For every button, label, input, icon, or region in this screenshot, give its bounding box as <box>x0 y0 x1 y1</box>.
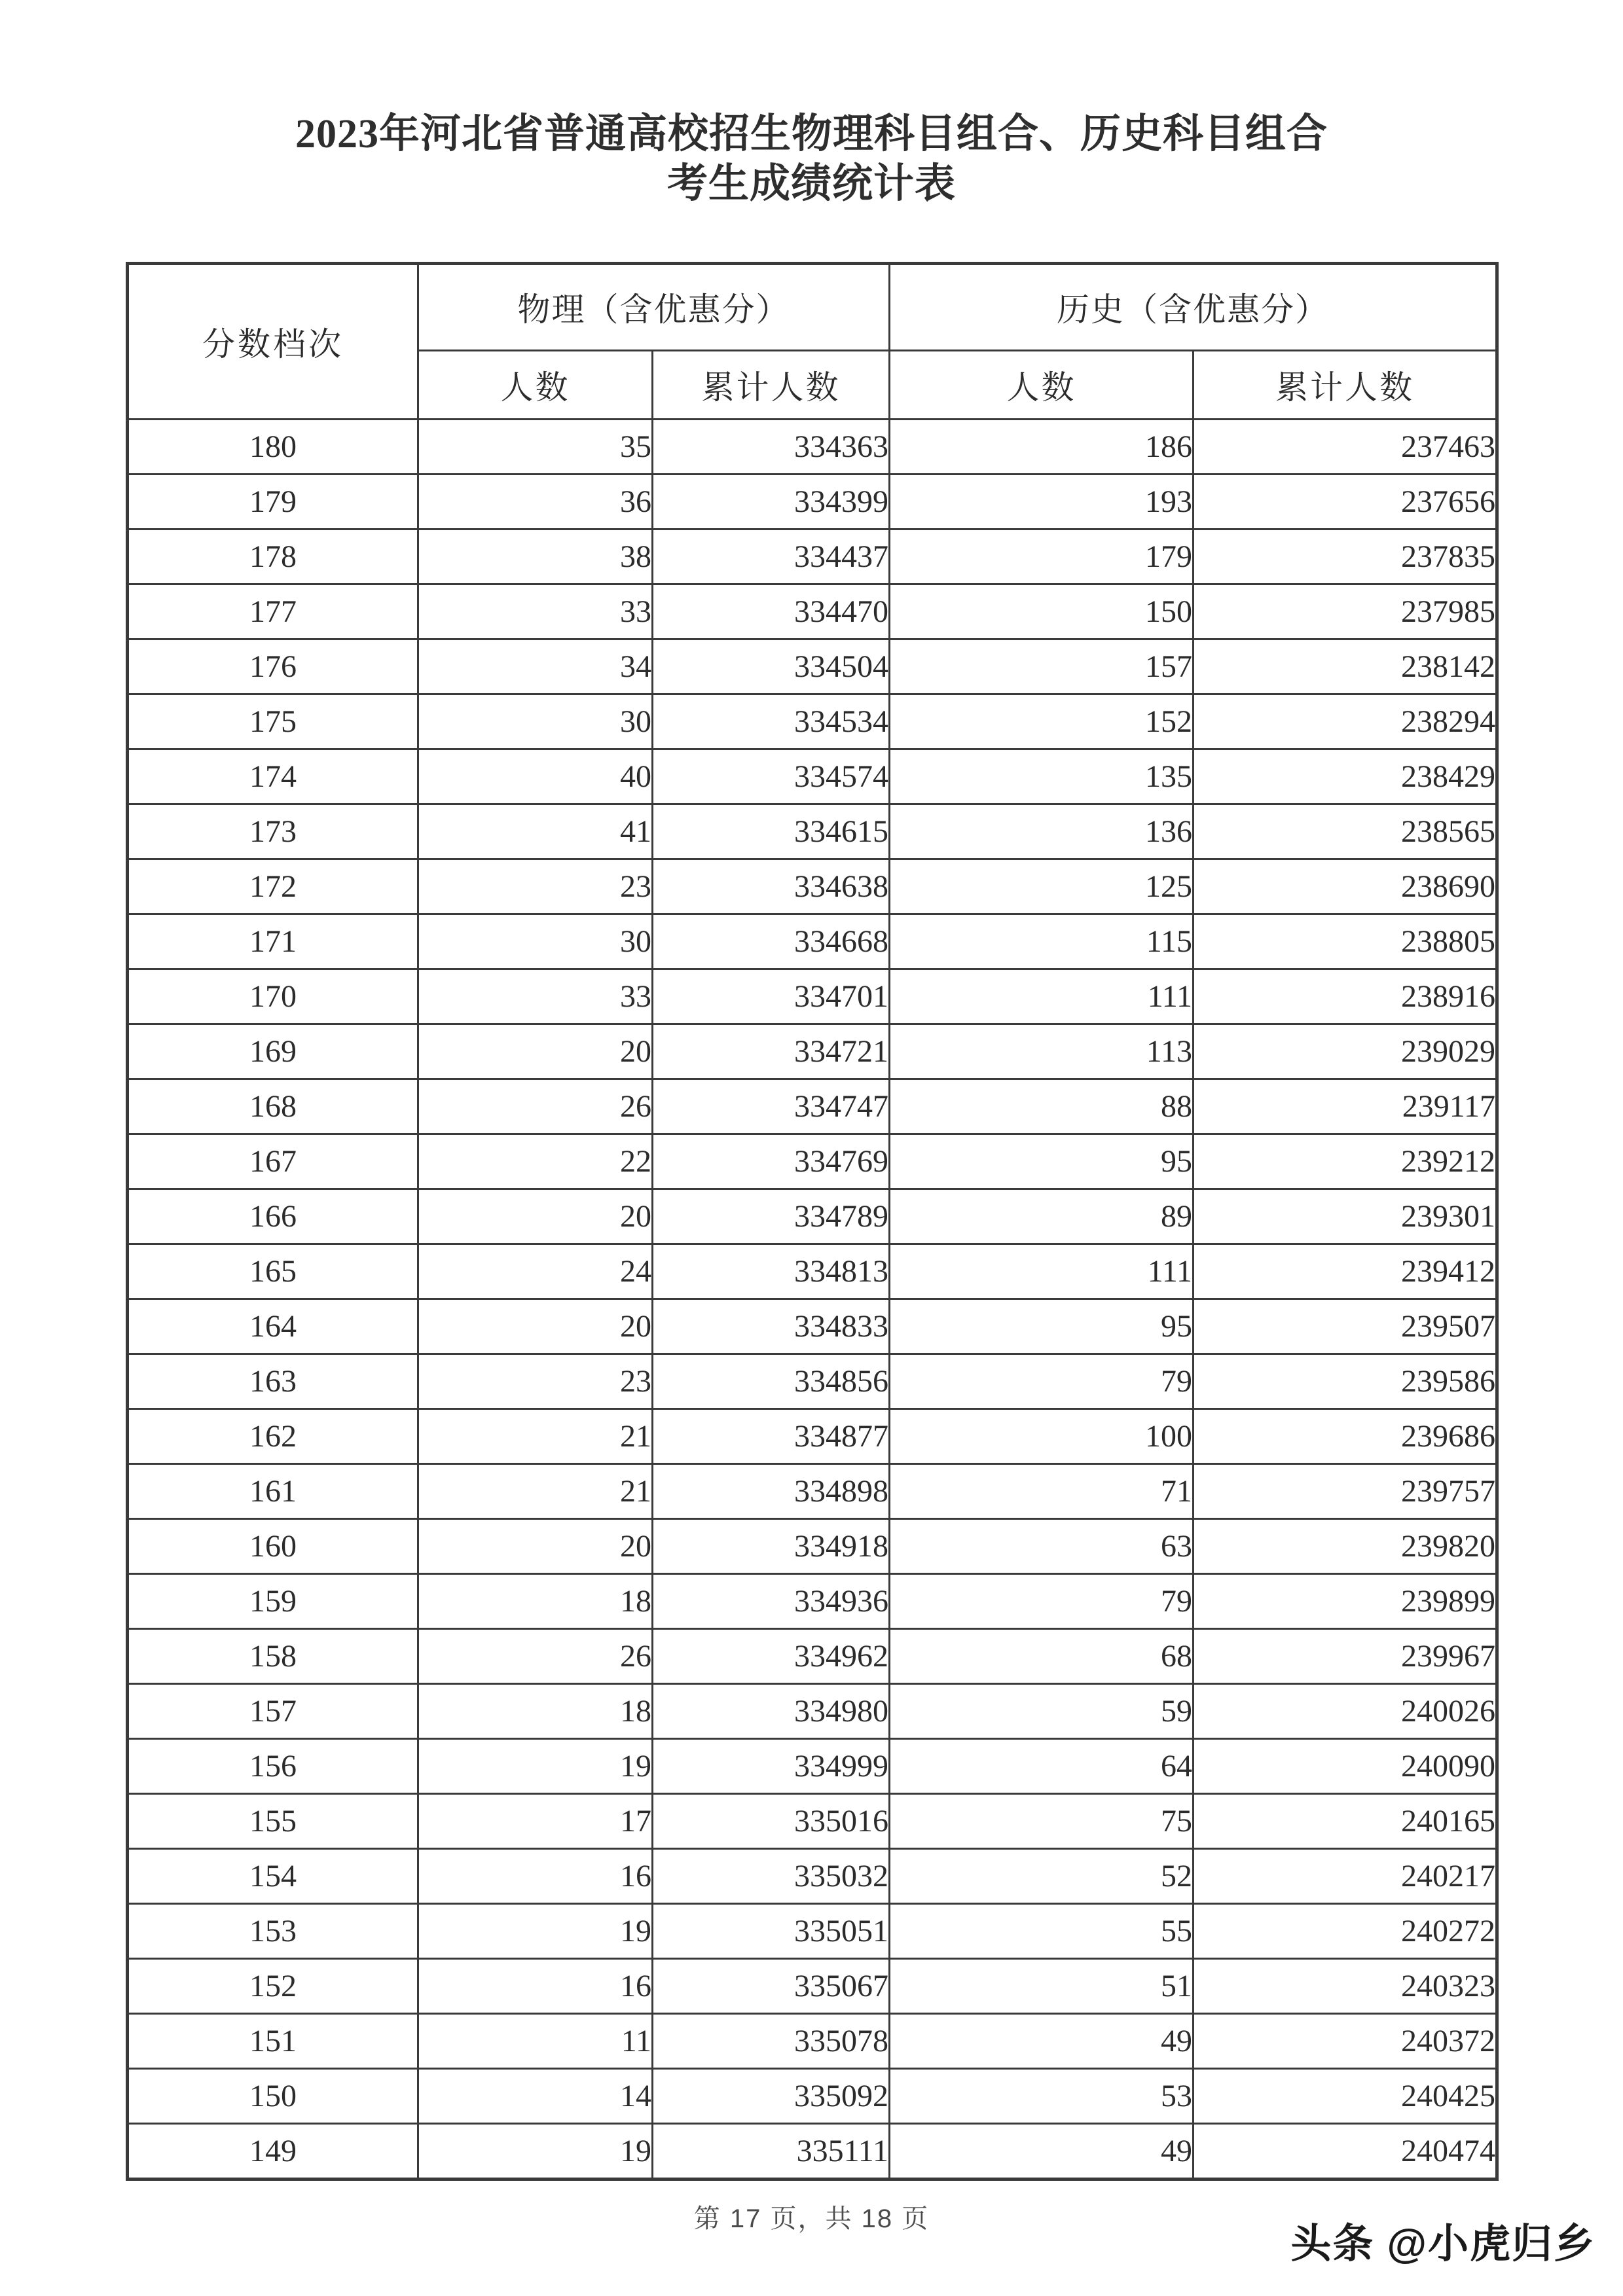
cell-physics-count: 33 <box>418 584 653 639</box>
cell-physics-count: 36 <box>418 475 653 529</box>
table-row <box>128 914 1497 969</box>
cell-history-cumulative: 240474 <box>1194 2124 1497 2179</box>
page-title-line-2: 考生成绩统计表 <box>666 161 956 206</box>
cell-physics-cumulative: 335016 <box>653 1794 890 1849</box>
cell-history-cumulative: 240323 <box>1194 1959 1497 2014</box>
cell-history-count: 152 <box>890 694 1194 749</box>
cell-history-cumulative: 238294 <box>1194 694 1497 749</box>
table-row <box>128 1684 1497 1739</box>
column-header-history-group: 历史（含优惠分） <box>890 264 1497 351</box>
cell-physics-cumulative: 334936 <box>653 1574 890 1629</box>
cell-physics-cumulative: 334999 <box>653 1739 890 1794</box>
cell-physics-count: 21 <box>418 1464 653 1519</box>
cell-history-count: 193 <box>890 475 1194 529</box>
cell-physics-count: 41 <box>418 804 653 859</box>
table-row <box>128 1134 1497 1189</box>
cell-score-band: 180 <box>128 420 418 475</box>
cell-physics-count: 16 <box>418 1849 653 1904</box>
cell-physics-count: 20 <box>418 1519 653 1574</box>
cell-score-band: 155 <box>128 1794 418 1849</box>
page-title-line-1: 2023年河北省普通高校招生物理科目组合、历史科目组合 <box>295 112 1328 156</box>
cell-history-cumulative: 240165 <box>1194 1794 1497 1849</box>
cell-physics-cumulative: 334856 <box>653 1354 890 1409</box>
column-header-physics-count: 人数 <box>418 350 653 419</box>
cell-physics-cumulative: 334833 <box>653 1299 890 1354</box>
cell-history-count: 111 <box>890 1244 1194 1299</box>
cell-history-count: 79 <box>890 1354 1194 1409</box>
table-row <box>128 1849 1497 1904</box>
cell-physics-cumulative: 335078 <box>653 2014 890 2069</box>
table-row <box>128 529 1497 584</box>
cell-score-band: 174 <box>128 749 418 804</box>
cell-history-cumulative: 239412 <box>1194 1244 1497 1299</box>
cell-physics-count: 11 <box>418 2014 653 2069</box>
cell-physics-count: 17 <box>418 1794 653 1849</box>
cell-history-count: 63 <box>890 1519 1194 1574</box>
cell-history-cumulative: 240372 <box>1194 2014 1497 2069</box>
cell-score-band: 171 <box>128 914 418 969</box>
table-row <box>128 1299 1497 1354</box>
cell-score-band: 149 <box>128 2124 418 2179</box>
cell-history-count: 52 <box>890 1849 1194 1904</box>
table-row <box>128 1904 1497 1959</box>
cell-history-cumulative: 239029 <box>1194 1024 1497 1079</box>
cell-score-band: 161 <box>128 1464 418 1519</box>
cell-physics-cumulative: 334721 <box>653 1024 890 1079</box>
cell-history-count: 111 <box>890 969 1194 1024</box>
column-header-history-cumulative: 累计人数 <box>1194 350 1497 419</box>
column-header-physics-cumulative: 累计人数 <box>653 350 890 419</box>
cell-physics-count: 19 <box>418 2124 653 2179</box>
cell-history-cumulative: 238916 <box>1194 969 1497 1024</box>
cell-history-count: 68 <box>890 1629 1194 1684</box>
cell-score-band: 151 <box>128 2014 418 2069</box>
cell-physics-count: 22 <box>418 1134 653 1189</box>
cell-score-band: 164 <box>128 1299 418 1354</box>
cell-score-band: 153 <box>128 1904 418 1959</box>
cell-history-count: 79 <box>890 1574 1194 1629</box>
cell-history-cumulative: 240090 <box>1194 1739 1497 1794</box>
table-row <box>128 969 1497 1024</box>
table-row <box>128 859 1497 914</box>
cell-score-band: 150 <box>128 2069 418 2124</box>
table-row <box>128 1354 1497 1409</box>
cell-history-count: 115 <box>890 914 1194 969</box>
table-header-row-groups <box>128 264 1497 351</box>
cell-score-band: 158 <box>128 1629 418 1684</box>
table-row <box>128 1574 1497 1629</box>
cell-history-cumulative: 240425 <box>1194 2069 1497 2124</box>
cell-physics-cumulative: 334615 <box>653 804 890 859</box>
cell-score-band: 167 <box>128 1134 418 1189</box>
cell-physics-cumulative: 334638 <box>653 859 890 914</box>
table-row <box>128 1794 1497 1849</box>
table-row <box>128 749 1497 804</box>
cell-history-count: 55 <box>890 1904 1194 1959</box>
cell-physics-count: 26 <box>418 1629 653 1684</box>
cell-score-band: 154 <box>128 1849 418 1904</box>
cell-score-band: 159 <box>128 1574 418 1629</box>
table-row <box>128 1189 1497 1244</box>
cell-physics-count: 20 <box>418 1189 653 1244</box>
cell-physics-cumulative: 334877 <box>653 1409 890 1464</box>
table-row <box>128 2124 1497 2179</box>
cell-physics-cumulative: 334813 <box>653 1244 890 1299</box>
cell-physics-count: 30 <box>418 694 653 749</box>
cell-physics-cumulative: 334701 <box>653 969 890 1024</box>
cell-history-count: 95 <box>890 1299 1194 1354</box>
cell-physics-cumulative: 334437 <box>653 529 890 584</box>
cell-history-cumulative: 240026 <box>1194 1684 1497 1739</box>
cell-physics-cumulative: 334789 <box>653 1189 890 1244</box>
cell-physics-cumulative: 335051 <box>653 1904 890 1959</box>
column-header-physics-group: 物理（含优惠分） <box>418 264 890 351</box>
cell-history-cumulative: 238690 <box>1194 859 1497 914</box>
cell-history-count: 49 <box>890 2014 1194 2069</box>
cell-physics-cumulative: 335111 <box>653 2124 890 2179</box>
cell-score-band: 170 <box>128 969 418 1024</box>
cell-physics-cumulative: 334668 <box>653 914 890 969</box>
cell-history-cumulative: 239301 <box>1194 1189 1497 1244</box>
cell-history-count: 64 <box>890 1739 1194 1794</box>
table-row <box>128 2069 1497 2124</box>
table-row <box>128 639 1497 694</box>
table-row <box>128 1739 1497 1794</box>
cell-score-band: 176 <box>128 639 418 694</box>
cell-physics-cumulative: 334918 <box>653 1519 890 1574</box>
cell-history-cumulative: 239586 <box>1194 1354 1497 1409</box>
table-row <box>128 694 1497 749</box>
cell-history-cumulative: 237463 <box>1194 420 1497 475</box>
cell-physics-count: 33 <box>418 969 653 1024</box>
cell-history-cumulative: 239686 <box>1194 1409 1497 1464</box>
table-row <box>128 1244 1497 1299</box>
table-row <box>128 1079 1497 1134</box>
cell-score-band: 179 <box>128 475 418 529</box>
cell-physics-count: 20 <box>418 1024 653 1079</box>
cell-history-cumulative: 239507 <box>1194 1299 1497 1354</box>
cell-history-cumulative: 238565 <box>1194 804 1497 859</box>
table-row <box>128 2014 1497 2069</box>
cell-physics-cumulative: 334504 <box>653 639 890 694</box>
cell-history-count: 75 <box>890 1794 1194 1849</box>
cell-history-count: 59 <box>890 1684 1194 1739</box>
cell-physics-cumulative: 334574 <box>653 749 890 804</box>
cell-physics-cumulative: 334898 <box>653 1464 890 1519</box>
table-row <box>128 584 1497 639</box>
cell-physics-cumulative: 334747 <box>653 1079 890 1134</box>
cell-physics-count: 16 <box>418 1959 653 2014</box>
cell-history-cumulative: 239117 <box>1194 1079 1497 1134</box>
cell-physics-cumulative: 334399 <box>653 475 890 529</box>
cell-history-count: 88 <box>890 1079 1194 1134</box>
score-statistics-table-container <box>126 262 1495 2181</box>
cell-physics-cumulative: 334534 <box>653 694 890 749</box>
cell-physics-count: 21 <box>418 1409 653 1464</box>
page-title <box>0 110 1623 209</box>
cell-physics-count: 20 <box>418 1299 653 1354</box>
table-row <box>128 1464 1497 1519</box>
cell-physics-count: 23 <box>418 1354 653 1409</box>
cell-score-band: 178 <box>128 529 418 584</box>
cell-score-band: 173 <box>128 804 418 859</box>
cell-physics-cumulative: 335067 <box>653 1959 890 2014</box>
cell-score-band: 165 <box>128 1244 418 1299</box>
cell-physics-count: 19 <box>418 1904 653 1959</box>
cell-history-cumulative: 239820 <box>1194 1519 1497 1574</box>
cell-history-count: 113 <box>890 1024 1194 1079</box>
cell-physics-count: 23 <box>418 859 653 914</box>
cell-score-band: 175 <box>128 694 418 749</box>
cell-history-count: 53 <box>890 2069 1194 2124</box>
table-row <box>128 1409 1497 1464</box>
cell-history-cumulative: 239967 <box>1194 1629 1497 1684</box>
cell-history-count: 49 <box>890 2124 1194 2179</box>
cell-history-cumulative: 238142 <box>1194 639 1497 694</box>
cell-physics-count: 30 <box>418 914 653 969</box>
cell-physics-count: 19 <box>418 1739 653 1794</box>
cell-physics-cumulative: 334962 <box>653 1629 890 1684</box>
table-row <box>128 1519 1497 1574</box>
cell-score-band: 152 <box>128 1959 418 2014</box>
table-header <box>128 264 1497 420</box>
cell-score-band: 166 <box>128 1189 418 1244</box>
cell-history-cumulative: 238429 <box>1194 749 1497 804</box>
score-statistics-table <box>126 262 1499 2181</box>
cell-history-cumulative: 237656 <box>1194 475 1497 529</box>
table-row <box>128 804 1497 859</box>
cell-physics-count: 34 <box>418 639 653 694</box>
cell-physics-count: 18 <box>418 1574 653 1629</box>
table-row <box>128 420 1497 475</box>
cell-physics-cumulative: 334363 <box>653 420 890 475</box>
cell-history-cumulative: 237835 <box>1194 529 1497 584</box>
cell-history-count: 186 <box>890 420 1194 475</box>
cell-physics-cumulative: 334980 <box>653 1684 890 1739</box>
cell-physics-count: 38 <box>418 529 653 584</box>
table-row <box>128 475 1497 529</box>
column-header-history-count: 人数 <box>890 350 1194 419</box>
table-body <box>128 420 1497 2179</box>
cell-score-band: 163 <box>128 1354 418 1409</box>
cell-history-count: 150 <box>890 584 1194 639</box>
cell-score-band: 157 <box>128 1684 418 1739</box>
cell-history-cumulative: 238805 <box>1194 914 1497 969</box>
cell-physics-count: 35 <box>418 420 653 475</box>
cell-physics-count: 24 <box>418 1244 653 1299</box>
cell-physics-cumulative: 335092 <box>653 2069 890 2124</box>
cell-score-band: 177 <box>128 584 418 639</box>
cell-history-count: 135 <box>890 749 1194 804</box>
watermark: 头条 @小虎归乡 <box>1290 2221 1596 2267</box>
cell-physics-count: 26 <box>418 1079 653 1134</box>
cell-score-band: 168 <box>128 1079 418 1134</box>
cell-score-band: 162 <box>128 1409 418 1464</box>
cell-score-band: 172 <box>128 859 418 914</box>
cell-score-band: 169 <box>128 1024 418 1079</box>
cell-history-count: 100 <box>890 1409 1194 1464</box>
cell-history-count: 71 <box>890 1464 1194 1519</box>
cell-history-cumulative: 240272 <box>1194 1904 1497 1959</box>
cell-history-count: 125 <box>890 859 1194 914</box>
cell-history-count: 157 <box>890 639 1194 694</box>
cell-history-count: 136 <box>890 804 1194 859</box>
cell-history-count: 95 <box>890 1134 1194 1189</box>
cell-history-count: 89 <box>890 1189 1194 1244</box>
cell-physics-cumulative: 334769 <box>653 1134 890 1189</box>
cell-history-cumulative: 239757 <box>1194 1464 1497 1519</box>
table-row <box>128 1959 1497 2014</box>
cell-history-count: 179 <box>890 529 1194 584</box>
cell-history-cumulative: 240217 <box>1194 1849 1497 1904</box>
cell-score-band: 156 <box>128 1739 418 1794</box>
cell-physics-count: 40 <box>418 749 653 804</box>
cell-physics-count: 14 <box>418 2069 653 2124</box>
cell-physics-cumulative: 334470 <box>653 584 890 639</box>
page-footer: 第 17 页，共 18 页 <box>693 2204 930 2233</box>
column-header-score-band: 分数档次 <box>128 264 418 420</box>
table-row <box>128 1024 1497 1079</box>
cell-history-cumulative: 239899 <box>1194 1574 1497 1629</box>
cell-history-count: 51 <box>890 1959 1194 2014</box>
cell-history-cumulative: 237985 <box>1194 584 1497 639</box>
cell-history-cumulative: 239212 <box>1194 1134 1497 1189</box>
table-row <box>128 1629 1497 1684</box>
cell-physics-cumulative: 335032 <box>653 1849 890 1904</box>
cell-score-band: 160 <box>128 1519 418 1574</box>
cell-physics-count: 18 <box>418 1684 653 1739</box>
